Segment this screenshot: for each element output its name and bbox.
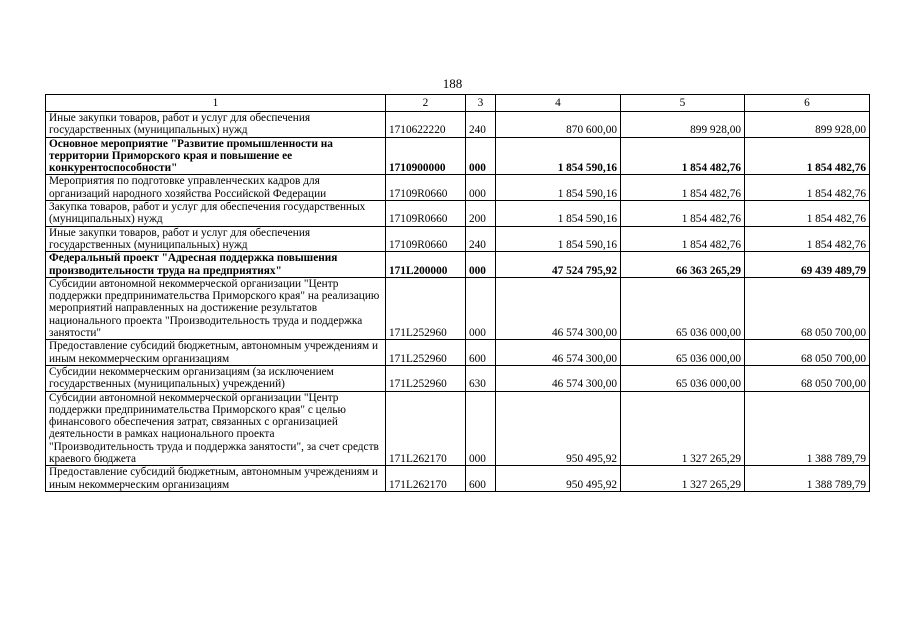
amount-col4-cell: 1 854 590,16: [496, 137, 621, 175]
expense-name-cell: Иные закупки товаров, работ и услуг для обеспечения государственных (муниципальных) нужд: [46, 112, 386, 138]
expense-type-code-cell: 240: [466, 226, 496, 252]
target-article-code-cell: 171L262170: [386, 391, 466, 466]
table-row: [46, 112, 870, 138]
target-article-code-cell: 17109R0660: [386, 201, 466, 227]
amount-col4-cell: 950 495,92: [496, 391, 621, 466]
amount-col6-cell: 1 854 482,76: [745, 175, 870, 201]
amount-col6-cell: 1 854 482,76: [745, 137, 870, 175]
amount-col6-cell: 1 388 789,79: [745, 391, 870, 466]
expense-type-code-cell: 200: [466, 201, 496, 227]
expense-name-cell: Иные закупки товаров, работ и услуг для обеспечения государственных (муниципальных) нужд: [46, 226, 386, 252]
expense-name-cell: Закупка товаров, работ и услуг для обеспечения государственных (муниципальных) нужд: [46, 201, 386, 227]
expense-type-code-cell: 000: [466, 175, 496, 201]
expense-name-cell: Субсидии некоммерческим организациям (за исключением государственных (муниципальных) учреждений): [46, 365, 386, 391]
amount-col6-cell: 69 439 489,79: [745, 252, 870, 278]
target-article-code-cell: 17109R0660: [386, 226, 466, 252]
expense-type-code-cell: 600: [466, 466, 496, 492]
table-row: [46, 340, 870, 366]
target-article-code-cell: 171L262170: [386, 466, 466, 492]
expense-name-cell: Субсидии автономной некоммерческой организации "Центр поддержки предпринимательства Приморского края" на реализацию мероприятий направленных на достижение результатов национального проекта "Производительность труда и поддержка занятости": [46, 277, 386, 339]
header-row: [46, 95, 870, 112]
expense-name-cell: Мероприятия по подготовке управленческих кадров для организаций народного хозяйства Российской Федерации: [46, 175, 386, 201]
amount-col6-cell: 68 050 700,00: [745, 277, 870, 339]
table-row: [46, 201, 870, 227]
column-header-4: 4: [496, 95, 621, 112]
expense-name-cell: Предоставление субсидий бюджетным, автономным учреждениям и иным некоммерческим организациям: [46, 466, 386, 492]
amount-col5-cell: 65 036 000,00: [621, 340, 745, 366]
column-header-2: 2: [386, 95, 466, 112]
expense-type-code-cell: 600: [466, 340, 496, 366]
target-article-code-cell: 1710900000: [386, 137, 466, 175]
amount-col5-cell: 1 327 265,29: [621, 466, 745, 492]
amount-col6-cell: 68 050 700,00: [745, 365, 870, 391]
amount-col5-cell: 65 036 000,00: [621, 365, 745, 391]
table-row: [46, 391, 870, 466]
amount-col5-cell: 1 854 482,76: [621, 137, 745, 175]
table-row: [46, 137, 870, 175]
expense-type-code-cell: 000: [466, 391, 496, 466]
table-row: [46, 277, 870, 339]
table-row: [46, 175, 870, 201]
target-article-code-cell: 1710622220: [386, 112, 466, 138]
column-header-5: 5: [621, 95, 745, 112]
amount-col6-cell: 68 050 700,00: [745, 340, 870, 366]
amount-col5-cell: 66 363 265,29: [621, 252, 745, 278]
amount-col4-cell: 47 524 795,92: [496, 252, 621, 278]
amount-col4-cell: 1 854 590,16: [496, 226, 621, 252]
amount-col4-cell: 46 574 300,00: [496, 277, 621, 339]
amount-col4-cell: 1 854 590,16: [496, 175, 621, 201]
amount-col5-cell: 1 854 482,76: [621, 226, 745, 252]
expense-type-code-cell: 630: [466, 365, 496, 391]
amount-col6-cell: 1 854 482,76: [745, 201, 870, 227]
amount-col4-cell: 46 574 300,00: [496, 340, 621, 366]
column-header-1: 1: [46, 95, 386, 112]
table-row: [46, 365, 870, 391]
table-header: [46, 95, 870, 112]
column-header-3: 3: [466, 95, 496, 112]
target-article-code-cell: 171L200000: [386, 252, 466, 278]
amount-col4-cell: 950 495,92: [496, 466, 621, 492]
amount-col6-cell: 1 854 482,76: [745, 226, 870, 252]
page-number: 188: [442, 76, 463, 91]
target-article-code-cell: 17109R0660: [386, 175, 466, 201]
table-row: [46, 252, 870, 278]
expense-name-cell: Основное мероприятие "Развитие промышленности на территории Приморского края и повышение ее конкурентоспособности": [46, 137, 386, 175]
expense-name-cell: Субсидии автономной некоммерческой организации "Центр поддержки предпринимательства Приморского края" с целью финансового обеспечения затрат, связанных с организацией деятельности в рамках национального проекта "Производительность труда и поддержка занятости", за счет средств краевого бюджета: [46, 391, 386, 466]
column-header-6: 6: [745, 95, 870, 112]
amount-col5-cell: 65 036 000,00: [621, 277, 745, 339]
amount-col4-cell: 46 574 300,00: [496, 365, 621, 391]
expense-name-cell: Федеральный проект "Адресная поддержка повышения производительности труда на предприятиях": [46, 252, 386, 278]
expense-type-code-cell: 000: [466, 252, 496, 278]
amount-col4-cell: 870 600,00: [496, 112, 621, 138]
table-row: [46, 466, 870, 492]
amount-col6-cell: 1 388 789,79: [745, 466, 870, 492]
amount-col5-cell: 899 928,00: [621, 112, 745, 138]
budget-table: [45, 94, 870, 492]
table-row: [46, 226, 870, 252]
amount-col5-cell: 1 854 482,76: [621, 201, 745, 227]
expense-type-code-cell: 000: [466, 137, 496, 175]
expense-type-code-cell: 000: [466, 277, 496, 339]
amount-col5-cell: 1 854 482,76: [621, 175, 745, 201]
expense-type-code-cell: 240: [466, 112, 496, 138]
amount-col6-cell: 899 928,00: [745, 112, 870, 138]
target-article-code-cell: 171L252960: [386, 340, 466, 366]
amount-col4-cell: 1 854 590,16: [496, 201, 621, 227]
target-article-code-cell: 171L252960: [386, 365, 466, 391]
amount-col5-cell: 1 327 265,29: [621, 391, 745, 466]
expense-name-cell: Предоставление субсидий бюджетным, автономным учреждениям и иным некоммерческим организациям: [46, 340, 386, 366]
table-body: [46, 112, 870, 492]
target-article-code-cell: 171L252960: [386, 277, 466, 339]
